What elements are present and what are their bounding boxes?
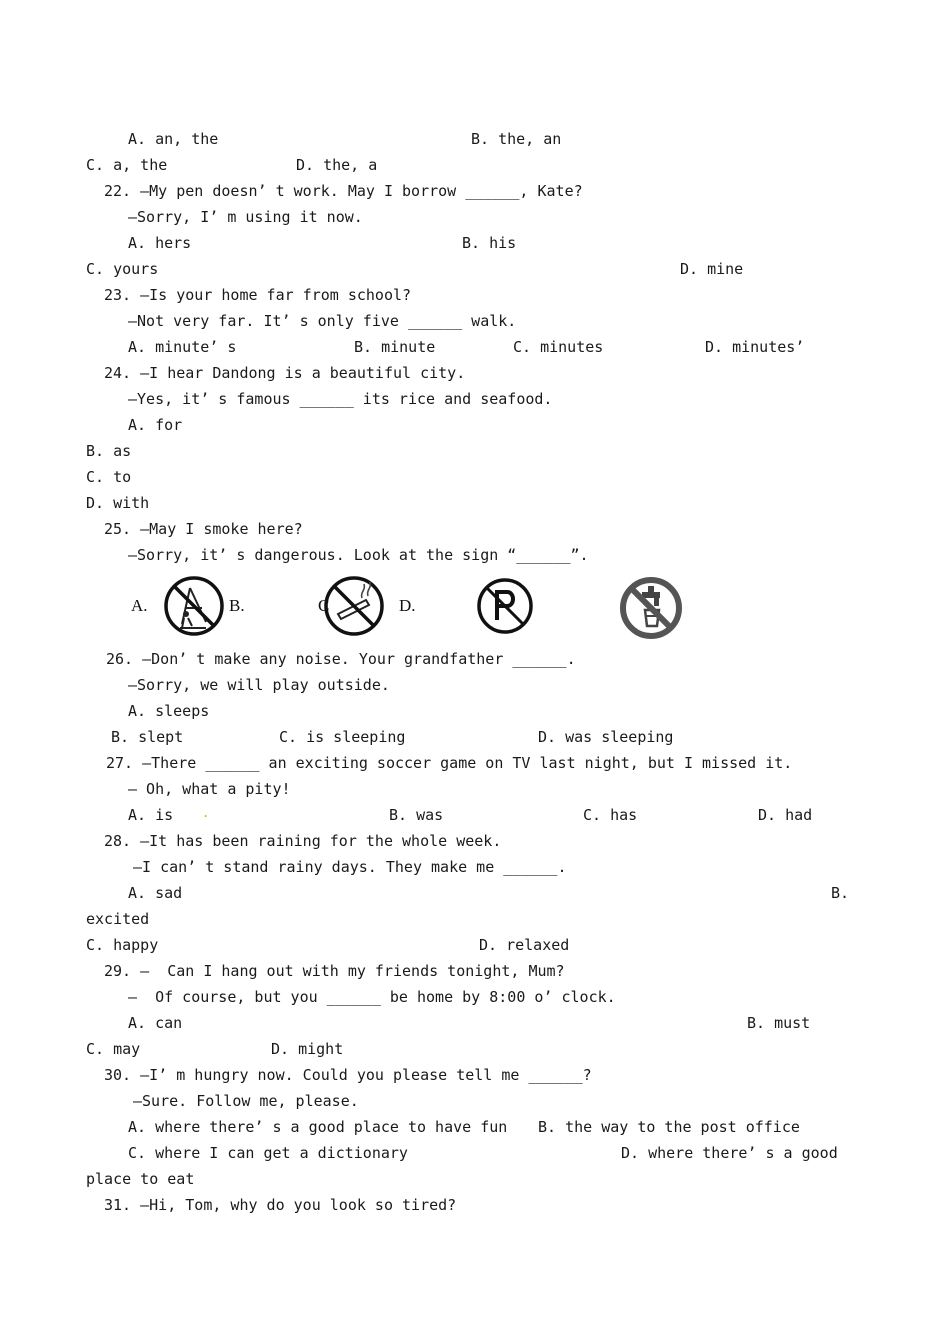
q24-option-c: C. to [86, 468, 132, 486]
q22-option-d: D. mine [680, 260, 744, 278]
q27-option-a: A. is [128, 806, 174, 824]
q29-option-b: B. must [747, 1014, 811, 1032]
q29-option-a: A. can [128, 1014, 183, 1032]
q29-question: 29. — Can I hang out with my friends tonight, Mum? [104, 962, 565, 980]
q21-option-a: A. an, the [128, 130, 219, 148]
q26-option-b: B. slept [111, 728, 184, 746]
q23-question: 23. —Is your home far from school? [104, 286, 412, 304]
stray-dot-mark: . [202, 806, 210, 820]
q23-option-b: B. minute [354, 338, 436, 356]
q21-option-b: B. the, an [471, 130, 562, 148]
q22-option-c: C. yours [86, 260, 159, 278]
q30-option-c: C. where I can get a dictionary [128, 1144, 408, 1162]
q23-option-a: A. minute’ s [128, 338, 237, 356]
q26-option-a: A. sleeps [128, 702, 210, 720]
q24-reply: —Yes, it’ s famous ______ its rice and seafood. [128, 390, 553, 408]
no-climbing-sign-icon [162, 574, 226, 638]
q27-question: 27. —There ______ an exciting soccer game on TV last night, but I missed it. [106, 754, 793, 772]
q25-label-a: A. [131, 596, 148, 615]
q26-reply: —Sorry, we will play outside. [128, 676, 390, 694]
q25-question: 25. —May I smoke here? [104, 520, 303, 538]
q22-question: 22. —My pen doesn’ t work. May I borrow ______, Kate? [104, 182, 583, 200]
q25-label-c: C [318, 596, 330, 615]
q30-option-d: D. where there’ s a good [621, 1144, 838, 1162]
q28-option-b-text: excited [86, 910, 150, 928]
q23-option-d: D. minutes’ [705, 338, 805, 356]
q30-option-b: B. the way to the post office [538, 1118, 800, 1136]
q21-option-d: D. the, a [296, 156, 378, 174]
q22-reply: —Sorry, I’ m using it now. [128, 208, 363, 226]
q30-reply: —Sure. Follow me, please. [133, 1092, 359, 1110]
q27-option-b: B. was [389, 806, 444, 824]
q27-option-d: D. had [758, 806, 813, 824]
q30-option-d-continued: place to eat [86, 1170, 195, 1188]
q30-question: 30. —I’ m hungry now. Could you please tell me ______? [104, 1066, 592, 1084]
q29-option-c: C. may [86, 1040, 141, 1058]
q28-option-a: A. sad [128, 884, 183, 902]
q25-label-d: D. [399, 596, 416, 615]
q22-option-b: B. his [462, 234, 517, 252]
no-drinking-water-sign-icon [618, 576, 684, 640]
q23-reply: —Not very far. It’ s only five ______ walk. [128, 312, 517, 330]
no-parking-sign-icon [475, 576, 535, 636]
no-smoking-sign-icon [322, 574, 386, 638]
q28-option-c: C. happy [86, 936, 159, 954]
q29-option-d: D. might [271, 1040, 344, 1058]
q25-reply: —Sorry, it’ s dangerous. Look at the sign “______”. [128, 546, 589, 564]
q28-question: 28. —It has been raining for the whole week. [104, 832, 502, 850]
q26-option-c: C. is sleeping [279, 728, 406, 746]
q26-option-d: D. was sleeping [538, 728, 674, 746]
q31-question: 31. —Hi, Tom, why do you look so tired? [104, 1196, 457, 1214]
q23-option-c: C. minutes [513, 338, 604, 356]
q24-option-b: B. as [86, 442, 132, 460]
q30-option-a: A. where there’ s a good place to have fun [128, 1118, 508, 1136]
q26-question: 26. —Don’ t make any noise. Your grandfather ______. [106, 650, 576, 668]
q25-label-b: B. [229, 596, 245, 615]
q24-option-d: D. with [86, 494, 150, 512]
q22-option-a: A. hers [128, 234, 192, 252]
q24-question: 24. —I hear Dandong is a beautiful city. [104, 364, 466, 382]
q29-reply: — Of course, but you ______ be home by 8:00 o’ clock. [128, 988, 616, 1006]
q28-option-b-label: B. [831, 884, 850, 902]
q27-option-c: C. has [583, 806, 638, 824]
q28-reply: —I can’ t stand rainy days. They make me ______. [133, 858, 567, 876]
q21-option-c: C. a, the [86, 156, 168, 174]
q28-option-d: D. relaxed [479, 936, 570, 954]
q27-reply: — Oh, what a pity! [128, 780, 291, 798]
q24-option-a: A. for [128, 416, 183, 434]
